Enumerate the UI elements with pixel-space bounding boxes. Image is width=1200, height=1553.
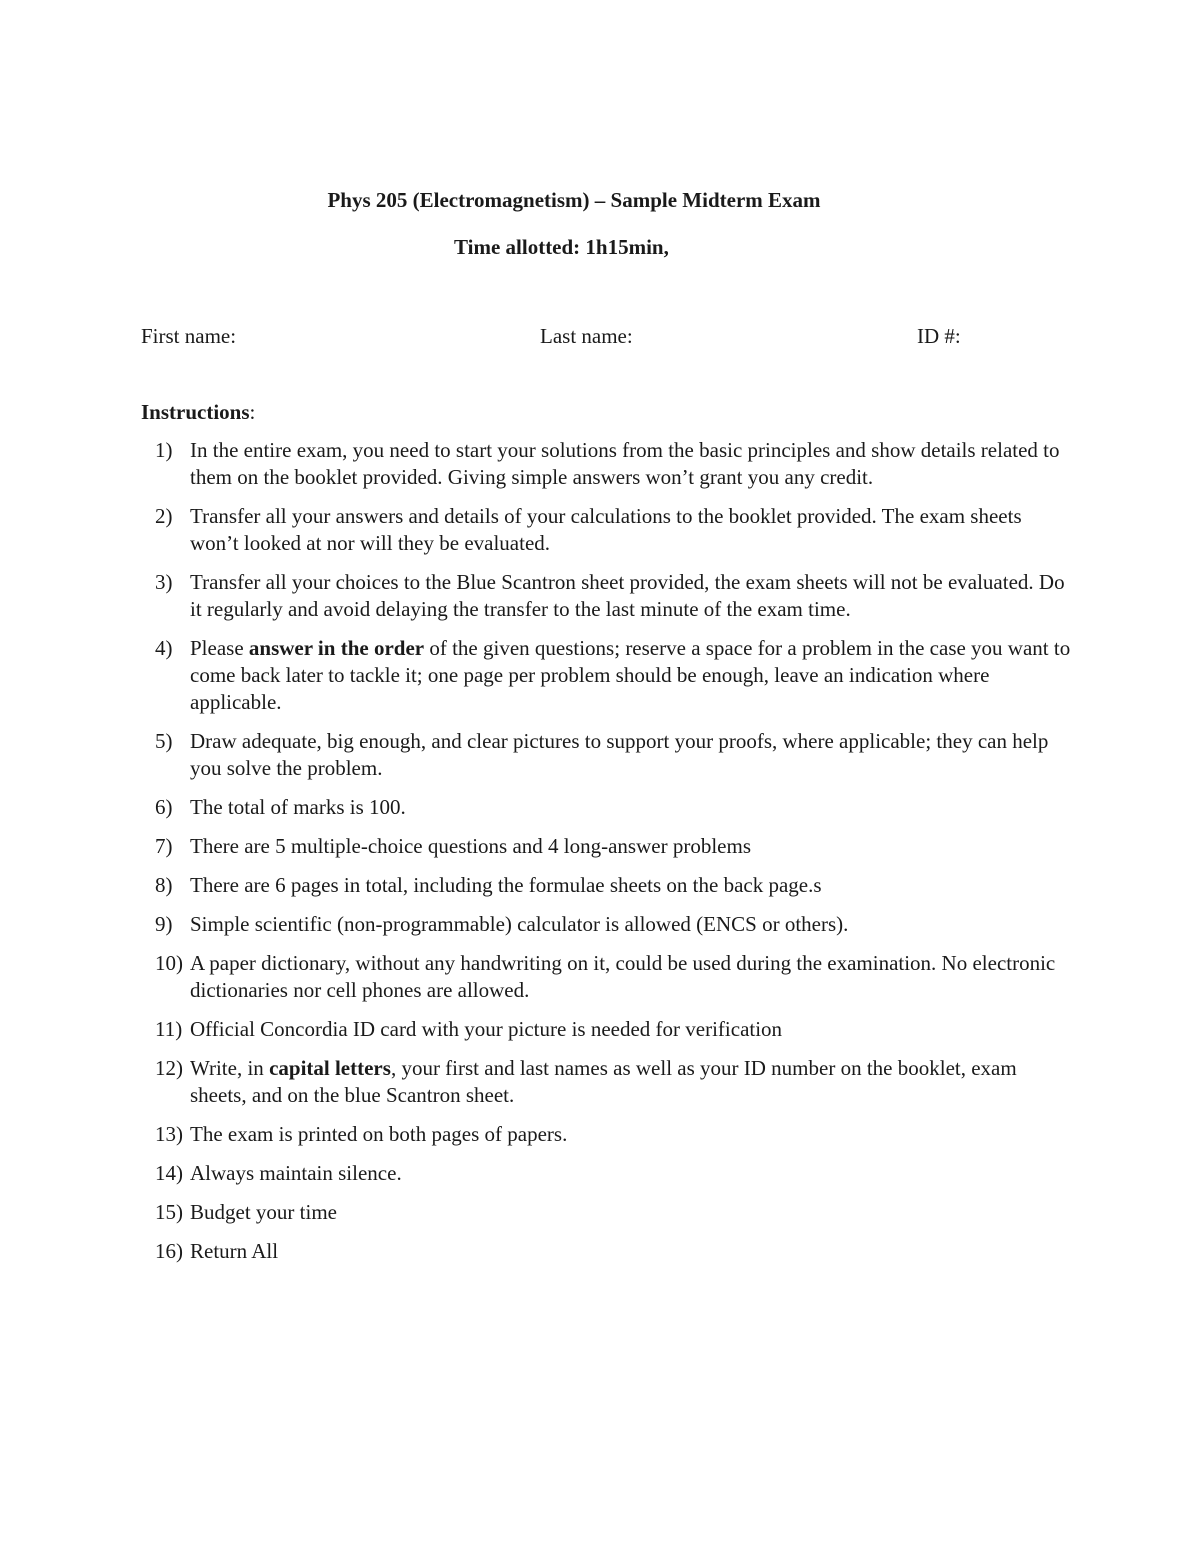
instruction-text-post: , your first and last names as well as your ID number on the booklet, exam sheets, and on the blue Scantron sheet. <box>190 1056 1017 1107</box>
instruction-text-post: of the given questions; reserve a space for a problem in the case you want to come back later to tackle it; one page per problem should be enough, leave an indication where applicable. <box>190 636 1071 714</box>
instruction-item <box>141 872 1071 899</box>
instruction-item <box>141 1121 1071 1148</box>
instruction-item <box>141 635 1071 716</box>
instruction-text <box>190 1056 1017 1107</box>
instruction-text: Draw adequate, big enough, and clear pictures to support your proofs, where applicable; they can help you solve the problem. <box>190 729 1049 780</box>
instruction-text-pre: Write, in <box>190 1056 270 1080</box>
instruction-text-emphasis: answer in the order <box>248 636 425 660</box>
instruction-text: Official Concordia ID card with your picture is needed for verification <box>190 1017 783 1041</box>
instruction-number: 3) <box>155 570 173 594</box>
instruction-text: There are 5 multiple-choice questions and 4 long-answer problems <box>190 834 751 858</box>
instruction-text: Always maintain silence. <box>190 1161 402 1185</box>
instruction-text: Transfer all your choices to the Blue Scantron sheet provided, the exam sheets will not be evaluated. Do it regularly and avoid delaying the transfer to the last minute of the exam time. <box>190 570 1065 621</box>
instructions-heading-text: Instructions <box>141 400 250 424</box>
instruction-number: 2) <box>155 504 173 528</box>
instruction-text <box>190 636 1070 714</box>
instruction-number: 14) <box>155 1161 183 1185</box>
instruction-text: Simple scientific (non-programmable) calculator is allowed (ENCS or others). <box>190 912 849 936</box>
instruction-item <box>141 569 1071 623</box>
instruction-number: 4) <box>155 636 173 660</box>
instruction-item <box>141 437 1071 491</box>
instruction-number: 5) <box>155 729 173 753</box>
time-allotted: Time allotted: 1h15min, <box>454 235 669 259</box>
instructions-heading-colon: : <box>249 400 256 424</box>
instruction-text: There are 6 pages in total, including the formulae sheets on the back page.s <box>190 873 822 897</box>
instruction-item <box>141 950 1071 1004</box>
instruction-text: A paper dictionary, without any handwriting on it, could be used during the examination. No electronic dictionaries nor cell phones are allowed. <box>190 951 1056 1002</box>
instructions-heading <box>141 398 255 426</box>
last-name-label: Last name: <box>540 324 633 348</box>
first-name-label: First name: <box>141 324 237 348</box>
instruction-number: 8) <box>155 873 173 897</box>
instruction-text-emphasis: capital letters <box>269 1056 391 1080</box>
instruction-item <box>141 794 1071 821</box>
instruction-text: Transfer all your answers and details of your calculations to the booklet provided. The exam sheets won’t looked at nor will they be evaluated. <box>190 504 1022 555</box>
instruction-text: In the entire exam, you need to start your solutions from the basic principles and show details related to them on the booklet provided. Giving simple answers won’t grant you any credit. <box>190 438 1060 489</box>
instruction-text: Return All <box>190 1239 279 1263</box>
id-number-label: ID #: <box>917 324 961 348</box>
instruction-number: 1) <box>155 438 173 462</box>
instruction-number: 9) <box>155 912 173 936</box>
page-title: Phys 205 (Electromagnetism) – Sample Midterm Exam <box>327 188 821 212</box>
instruction-number: 10) <box>155 951 183 975</box>
instruction-item <box>141 1055 1071 1109</box>
instruction-item <box>141 911 1071 938</box>
instructions-list <box>141 437 1071 1277</box>
instruction-item <box>141 728 1071 782</box>
instruction-number: 7) <box>155 834 173 858</box>
instruction-number: 15) <box>155 1200 183 1224</box>
instruction-number: 12) <box>155 1056 183 1080</box>
instruction-item <box>141 833 1071 860</box>
instruction-text: Budget your time <box>190 1200 337 1224</box>
instruction-item <box>141 1016 1071 1043</box>
instruction-item <box>141 503 1071 557</box>
instruction-item <box>141 1199 1071 1226</box>
instruction-text: The exam is printed on both pages of papers. <box>190 1122 568 1146</box>
instruction-number: 6) <box>155 795 173 819</box>
instruction-text-pre: Please <box>190 636 249 660</box>
instruction-text: The total of marks is 100. <box>190 795 406 819</box>
instruction-number: 11) <box>155 1017 183 1041</box>
instruction-item <box>141 1160 1071 1187</box>
instruction-number: 13) <box>155 1122 183 1146</box>
instruction-number: 16) <box>155 1239 183 1263</box>
instruction-item <box>141 1238 1071 1265</box>
